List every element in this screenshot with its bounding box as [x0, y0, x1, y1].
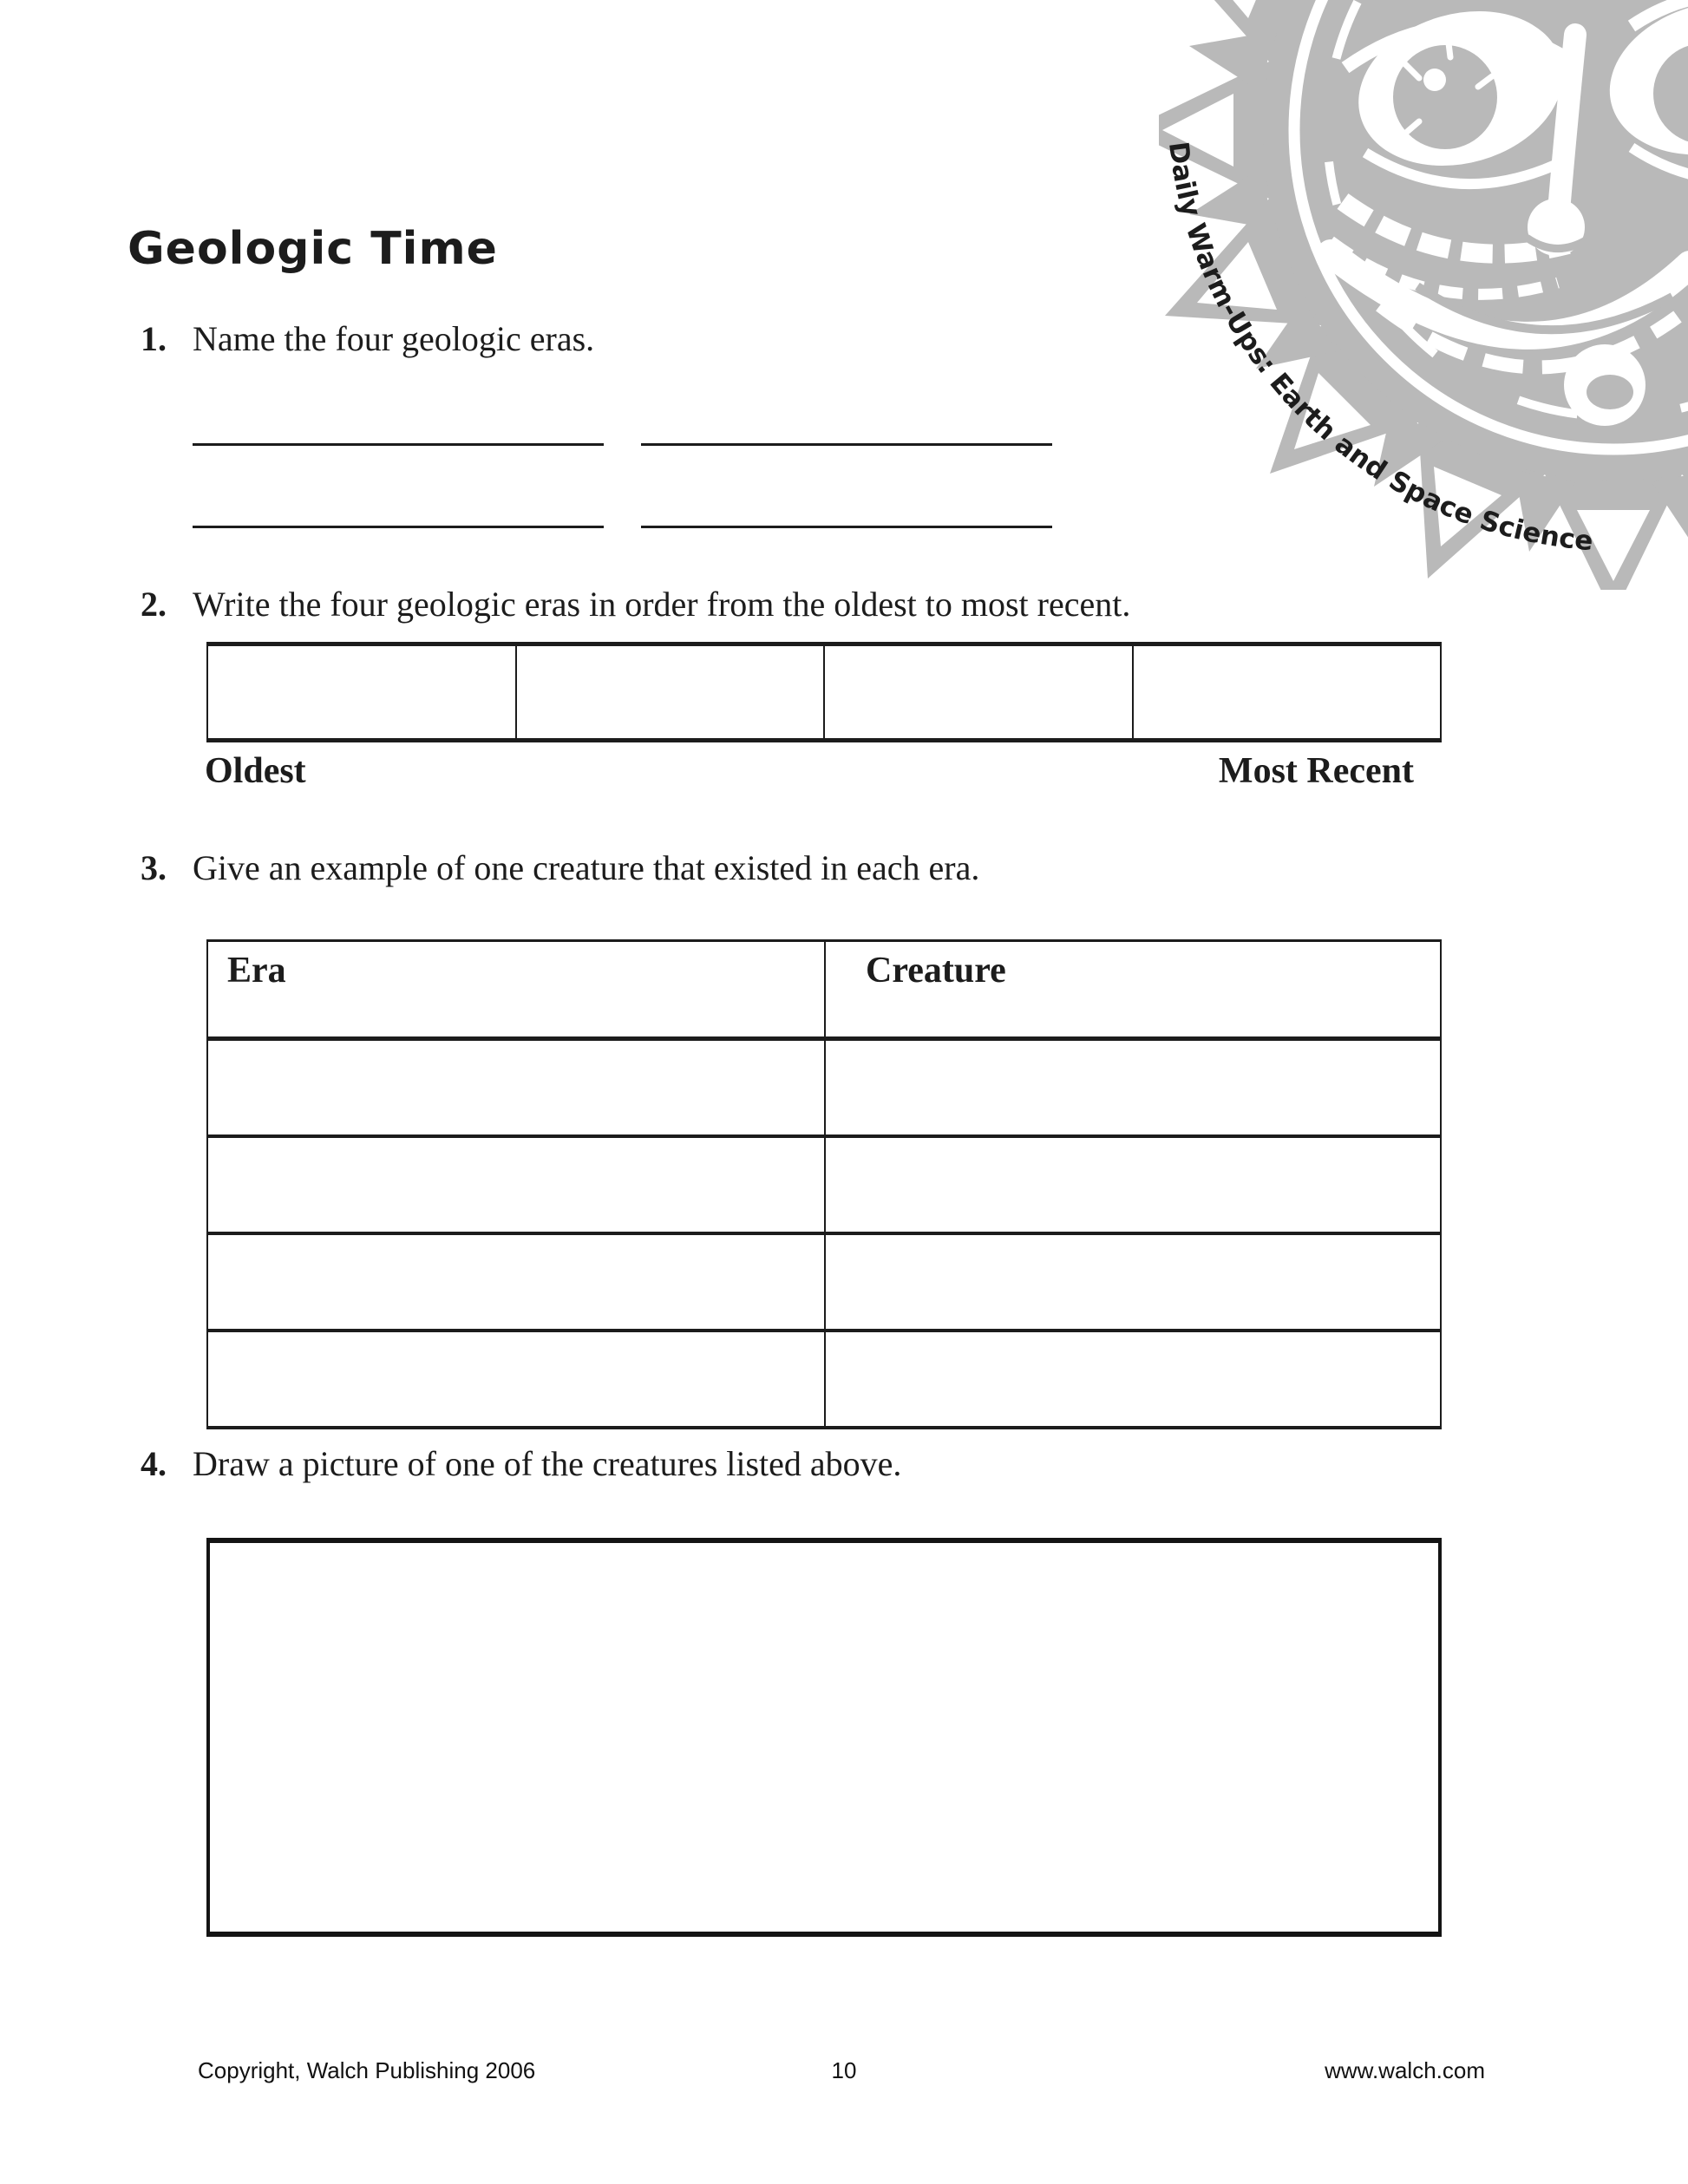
answer-blank-4[interactable] [641, 526, 1052, 528]
era-creature-table [206, 939, 1442, 1429]
era-order-cell-2[interactable] [517, 646, 826, 738]
oldest-label: Oldest [205, 751, 306, 791]
answer-blank-1[interactable] [193, 443, 604, 446]
creature-answer-cell-1[interactable] [826, 1041, 1440, 1135]
era-answer-cell-4[interactable] [208, 1332, 826, 1426]
most-recent-label: Most Recent [1218, 751, 1414, 791]
table-row [208, 1332, 1440, 1426]
footer-copyright: Copyright, Walch Publishing 2006 [198, 2057, 536, 2083]
era-answer-cell-1[interactable] [208, 1041, 826, 1135]
creature-header-label: Creature [866, 951, 1006, 991]
era-order-cell-1[interactable] [208, 646, 517, 738]
creature-answer-cell-3[interactable] [826, 1235, 1440, 1329]
page-title: Geologic Time [128, 222, 498, 275]
question-1-text: Name the four geologic eras. [193, 319, 595, 358]
creature-answer-cell-4[interactable] [826, 1332, 1440, 1426]
question-4-number: 4. [141, 1444, 167, 1483]
era-order-table [206, 642, 1442, 742]
sun-woodcut-illustration [1159, 0, 1688, 590]
era-answer-cell-2[interactable] [208, 1138, 826, 1232]
question-4-text: Draw a picture of one of the creatures listed above. [193, 1444, 902, 1483]
era-header-cell [208, 942, 826, 1036]
table-row [208, 1138, 1440, 1235]
footer-page-number: 10 [831, 2057, 857, 2083]
question-2-text: Write the four geologic eras in order from the oldest to most recent. [193, 585, 1131, 624]
answer-blank-2[interactable] [641, 443, 1052, 446]
footer-website: www.walch.com [1325, 2057, 1485, 2083]
era-header-label: Era [227, 951, 286, 991]
question-1-number: 1. [141, 319, 167, 358]
question-3-text: Give an example of one creature that existed in each era. [193, 848, 980, 887]
question-2-number: 2. [141, 585, 167, 624]
era-order-cell-3[interactable] [825, 646, 1134, 738]
series-title-curved: Daily Warm-Ups: Earth and Space Science [1161, 140, 1594, 558]
table-row [208, 1041, 1440, 1138]
table-row [208, 1235, 1440, 1332]
drawing-box[interactable] [206, 1538, 1442, 1937]
question-3-number: 3. [141, 848, 167, 887]
creature-answer-cell-2[interactable] [826, 1138, 1440, 1232]
era-order-cell-4[interactable] [1134, 646, 1441, 738]
era-creature-header-row [208, 942, 1440, 1041]
answer-blank-3[interactable] [193, 526, 604, 528]
creature-header-cell [826, 942, 1440, 1036]
era-answer-cell-3[interactable] [208, 1235, 826, 1329]
